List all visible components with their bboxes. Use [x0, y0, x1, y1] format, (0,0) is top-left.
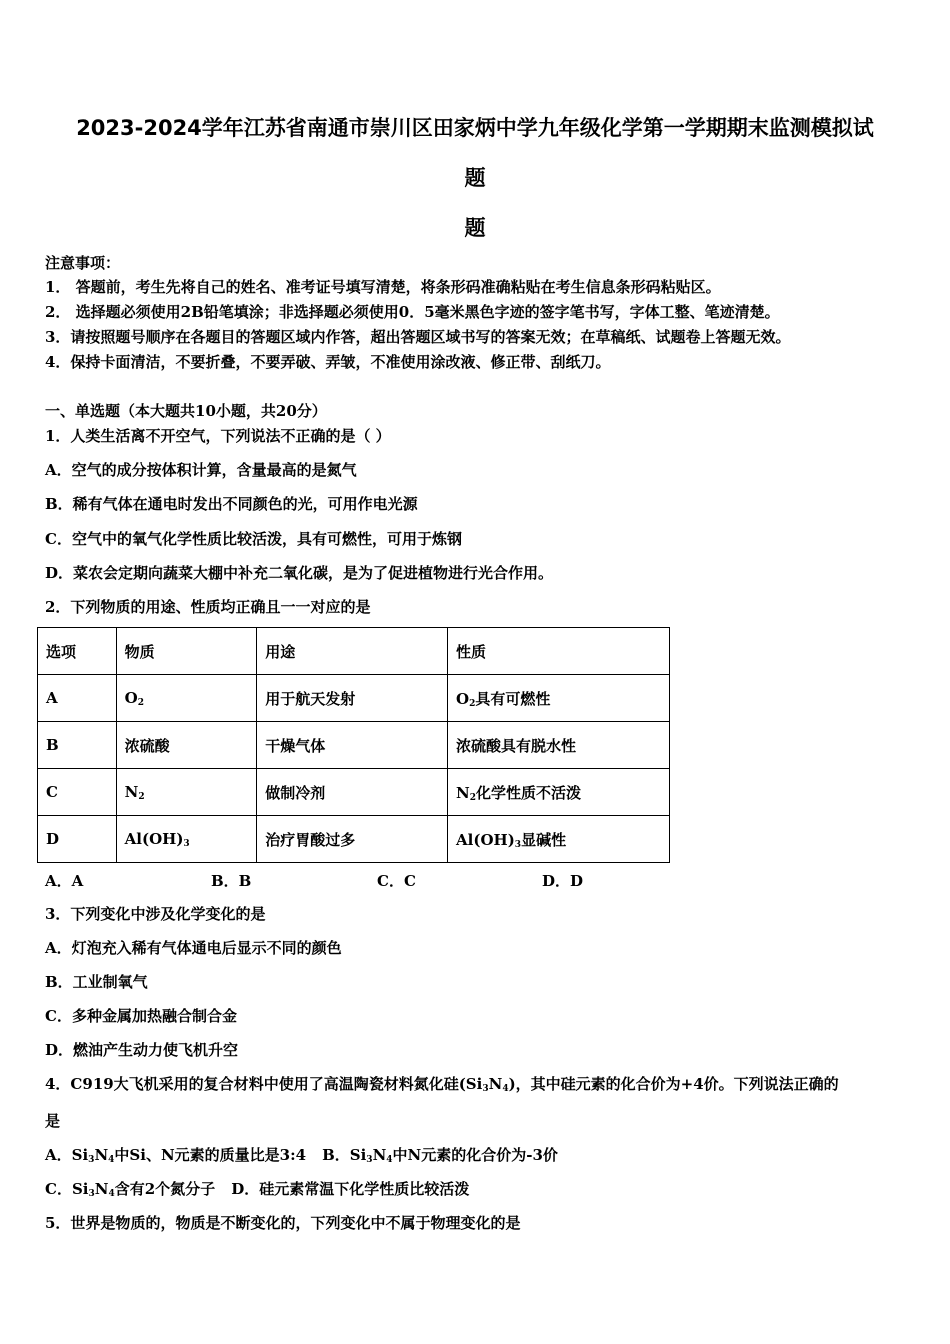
table-header-row: [38, 628, 670, 675]
table-row: [38, 722, 670, 769]
option-cell: D: [38, 816, 117, 863]
notice-item: 2． 选择题必须使用2B铅笔填涂；非选择题必须使用0．5毫米黑色字迹的签字笔书写，字体工整、笔迹清楚。: [45, 303, 780, 321]
question-3-option-a: A．灯泡充入稀有气体通电后显示不同的颜色: [45, 939, 342, 957]
question-3-option-b: B．工业制氧气: [45, 973, 148, 991]
use-cell: 用于航天发射: [257, 675, 448, 722]
question-1-option-d: D．菜农会定期向蔬菜大棚中补充二氧化碳，是为了促进植物进行光合作用。: [45, 564, 554, 582]
question-1-stem: 1．人类生活离不开空气，下列说法不正确的是（ ）: [45, 427, 391, 445]
table-header-cell: 性质: [448, 628, 670, 675]
question-4-options-cd: [45, 1178, 469, 1199]
question-3-option-c: C．多种金属加热融合制合金: [45, 1007, 237, 1025]
document-title-continued: 题: [464, 166, 486, 190]
table-header-cell: 选项: [38, 628, 117, 675]
substance-cell: $Al(OH)_3$: [116, 816, 257, 863]
substance-cell: $O_2$: [116, 675, 257, 722]
question-3-option-d: D．燃油产生动力使飞机升空: [45, 1041, 239, 1059]
table-header-cell: 物质: [116, 628, 257, 675]
table-header-cell: 用途: [257, 628, 448, 675]
question-4-option-d: D．硅元素常温下化学性质比较活泼: [231, 1180, 470, 1198]
option-cell: A: [38, 675, 117, 722]
section-heading: 一、单选题（本大题共10小题，共20分）: [45, 402, 327, 420]
option-cell: B: [38, 722, 117, 769]
question-1-option-b: B．稀有气体在通电时发出不同颜色的光，可用作电光源: [45, 495, 418, 513]
notice-item: 3．请按照题号顺序在各题目的答题区域内作答，超出答题区域书写的答案无效；在草稿纸、试题卷上答题无效。: [45, 328, 791, 346]
question-2-stem: 2．下列物质的用途、性质均正确且一一对应的是: [45, 598, 371, 616]
question-2-option-c: C．C: [377, 872, 416, 890]
question-4-option-b: B．$Si_3N_4$中N元素的化合价为-3价: [322, 1146, 558, 1165]
question-1-option-a: A．空气的成分按体积计算，含量最高的是氮气: [45, 461, 357, 479]
question-2-option-d: D．D: [542, 872, 584, 890]
question-2-option-b: B．B: [211, 872, 252, 890]
document-title: 2023-2024学年江苏省南通市崇川区田家炳中学九年级化学第一学期期末监测模拟试: [76, 116, 874, 140]
question-3-stem: 3．下列变化中涉及化学变化的是: [45, 905, 266, 923]
table-row: [38, 816, 670, 863]
notice-item: 1． 答题前，考生先将自己的姓名、准考证号填写清楚，将条形码准确粘贴在考生信息条形码粘贴区。: [45, 278, 721, 296]
use-cell: 干燥气体: [257, 722, 448, 769]
notice-item: 4．保持卡面清洁，不要折叠，不要弄破、弄皱，不准使用涂改液、修正带、刮纸刀。: [45, 353, 611, 371]
question-2-table: [37, 627, 670, 863]
question-4-stem-continued: 是: [45, 1112, 61, 1130]
question-4-options-ab: [45, 1144, 558, 1165]
property-cell: $N_2$化学性质不活泼: [448, 769, 670, 816]
option-cell: C: [38, 769, 117, 816]
question-2-option-a: A．A: [45, 872, 84, 890]
question-1-option-c: C．空气中的氧气化学性质比较活泼，具有可燃性，可用于炼钢: [45, 530, 462, 548]
question-5-stem: 5．世界是物质的，物质是不断变化的，下列变化中不属于物理变化的是: [45, 1214, 521, 1232]
notice-heading: 注意事项：: [45, 254, 121, 272]
substance-cell: $N_2$: [116, 769, 257, 816]
property-cell: $Al(OH)_3$显碱性: [448, 816, 670, 863]
table-row: [38, 769, 670, 816]
property-cell: $O_2$具有可燃性: [448, 675, 670, 722]
use-cell: 治疗胃酸过多: [257, 816, 448, 863]
question-4-option-a: A．$Si_3N_4$中Si、N元素的质量比是3:4: [45, 1146, 307, 1165]
property-cell: 浓硫酸具有脱水性: [448, 722, 670, 769]
document-title-repeat: 题: [464, 216, 486, 240]
substance-cell: 浓硫酸: [116, 722, 257, 769]
use-cell: 做制冷剂: [257, 769, 448, 816]
question-4-option-c: C．$Si_3N_4$含有2个氮分子: [45, 1180, 216, 1199]
table-row: [38, 675, 670, 722]
question-4-stem: 4．C919大飞机采用的复合材料中使用了高温陶瓷材料氮化硅$(Si_3N_4)$，其中硅元素的化合价为+4价。下列说法正确的: [45, 1075, 839, 1094]
